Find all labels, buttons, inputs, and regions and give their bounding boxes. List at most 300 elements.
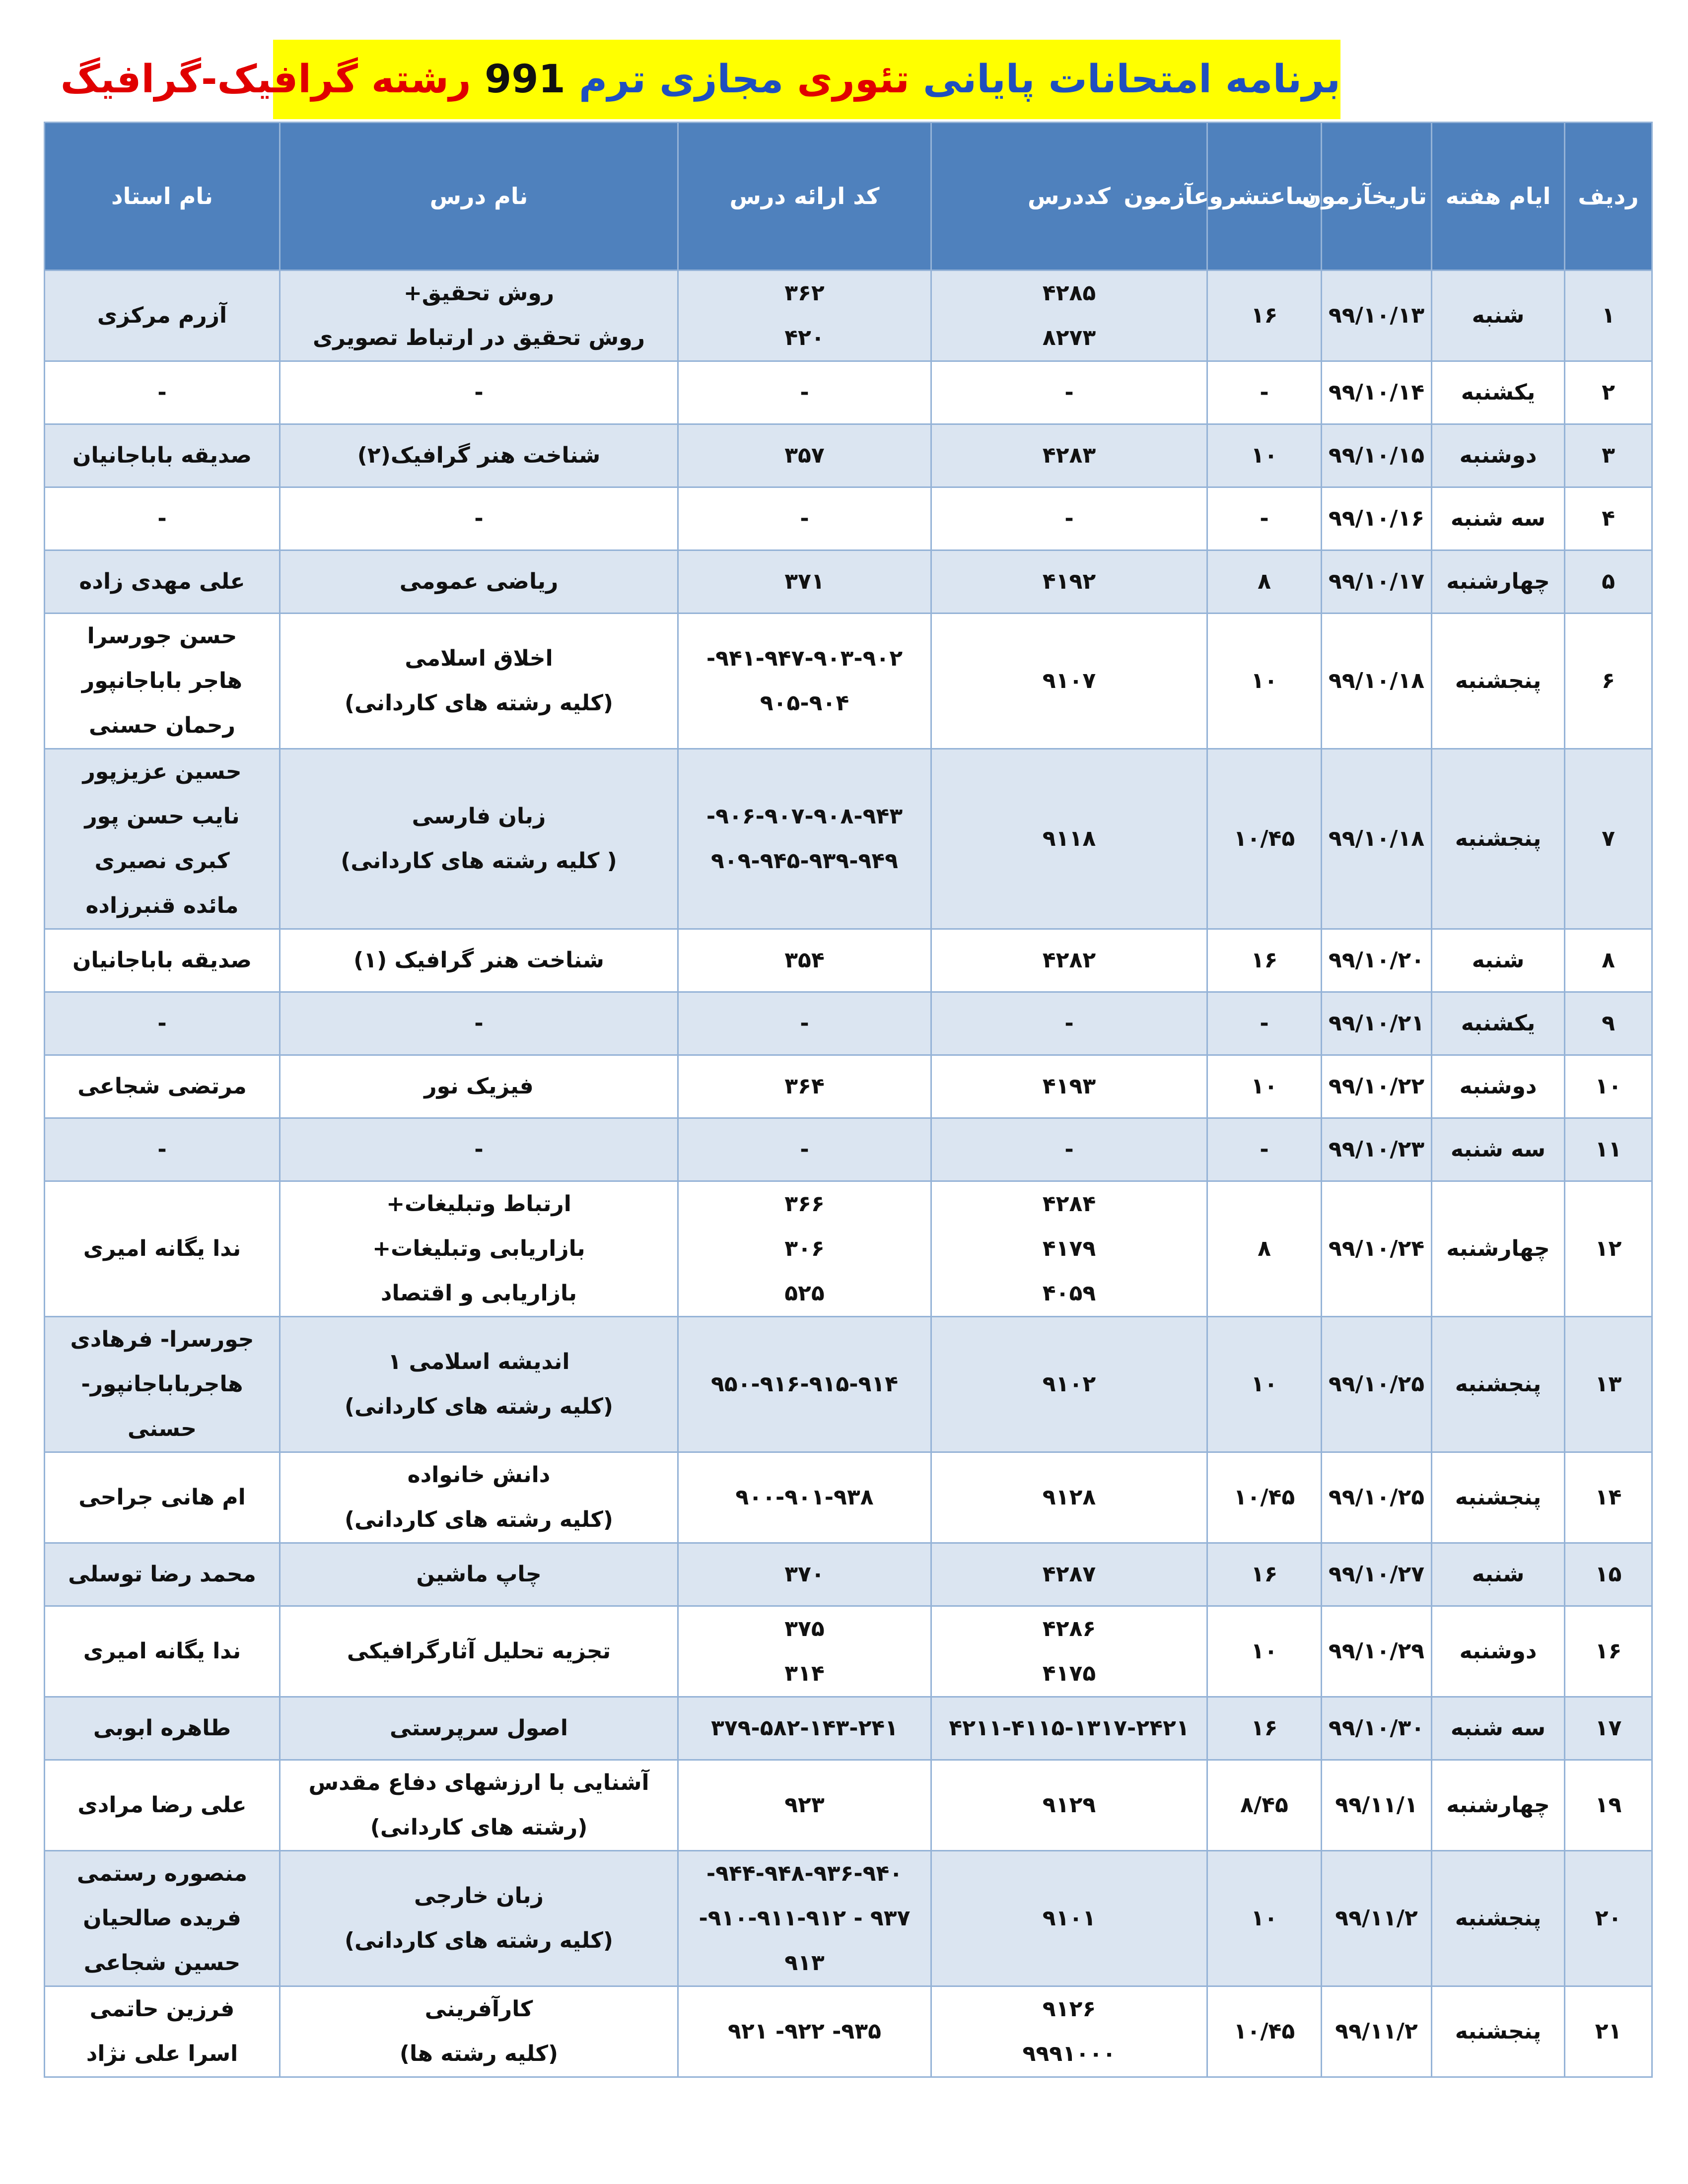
teacher-cell-line: اسرا علی نژاد — [86, 2041, 238, 2066]
course-code-cell — [931, 1697, 1207, 1760]
course-code-cell — [931, 1760, 1207, 1851]
offer-code-cell-line: ۹۳۵- ۹۲۲- ۹۲۱ — [728, 2019, 881, 2044]
day-cell: پنجشنبه — [1432, 749, 1565, 929]
start-time-cell: ۱۰ — [1207, 1606, 1322, 1697]
start-time-cell: - — [1207, 1118, 1322, 1181]
start-time-cell: ۱۰ — [1207, 424, 1322, 487]
course-name-cell-line: زبان فارسی — [412, 804, 546, 829]
offer-code-cell — [678, 1697, 931, 1760]
teacher-cell-line: ام هانی جراحی — [78, 1485, 246, 1510]
course-name-cell — [280, 1760, 678, 1851]
start-time-cell: ۱۰ — [1207, 1317, 1322, 1452]
teacher-cell — [45, 550, 280, 614]
date-cell: ۹۹/۱۰/۲۷ — [1322, 1543, 1432, 1606]
row-number-cell: ۱۹ — [1565, 1760, 1652, 1851]
course-code-cell-line: ۸۲۷۳ — [1042, 325, 1096, 350]
table-row — [45, 550, 1652, 614]
teacher-cell-line: محمد رضا توسلی — [68, 1562, 256, 1587]
offer-code-cell-line: ۳۶۴ — [784, 1074, 825, 1099]
date-cell: ۹۹/۱۰/۱۸ — [1322, 614, 1432, 749]
teacher-cell — [45, 1543, 280, 1606]
course-name-cell — [280, 749, 678, 929]
table-row — [45, 271, 1652, 361]
course-code-cell-line: ۹۱۰۷ — [1042, 668, 1096, 693]
teacher-cell-line: رحمان حسنی — [89, 713, 235, 738]
course-code-cell — [931, 487, 1207, 550]
course-code-cell-line: ۴۰۵۹ — [1042, 1281, 1096, 1306]
date-cell: ۹۹/۱۰/۱۷ — [1322, 550, 1432, 614]
teacher-cell-line: طاهره ابوبی — [93, 1715, 231, 1741]
table-row — [45, 1543, 1652, 1606]
course-name-cell-line: زبان خارجی — [414, 1883, 544, 1909]
teacher-cell-line: هاجر باباجانپور — [81, 668, 243, 693]
day-cell: دوشنبه — [1432, 1606, 1565, 1697]
date-cell: ۹۹/۱۱/۱ — [1322, 1760, 1432, 1851]
offer-code-cell-line: - — [800, 506, 809, 531]
course-name-cell — [280, 614, 678, 749]
offer-code-cell-line: ۳۷۹-۵۸۲-۱۴۳-۲۴۱ — [710, 1715, 899, 1741]
table-row — [45, 1317, 1652, 1452]
start-time-cell: ۱۶ — [1207, 271, 1322, 361]
table-row — [45, 1055, 1652, 1118]
title-part-5: رشته گرافیک — [217, 57, 485, 102]
row-number-cell: ۶ — [1565, 614, 1652, 749]
table-row — [45, 1986, 1652, 2077]
course-name-cell — [280, 1118, 678, 1181]
offer-code-cell-line: ۹۴۴-۹۴۸-۹۳۶-۹۴۰- — [706, 1861, 903, 1886]
teacher-cell — [45, 1317, 280, 1452]
table-row — [45, 1118, 1652, 1181]
offer-code-cell — [678, 271, 931, 361]
offer-code-cell — [678, 749, 931, 929]
teacher-cell-line: حسن جورسرا — [87, 623, 237, 649]
course-code-cell-line: - — [1064, 1011, 1074, 1036]
course-code-cell — [931, 614, 1207, 749]
course-name-cell-line: اندیشه اسلامی ۱ — [388, 1349, 570, 1374]
day-cell: یکشنبه — [1432, 992, 1565, 1055]
offer-code-cell — [678, 1986, 931, 2077]
course-name-cell-line: روش تحقیق+ — [403, 280, 555, 306]
header-course-code: کددرس — [931, 123, 1207, 271]
course-code-cell-line: ۴۲۸۵ — [1042, 280, 1096, 306]
header-day: ایام هفته — [1432, 123, 1565, 271]
table-row — [45, 1181, 1652, 1317]
course-code-cell-line: - — [1064, 380, 1074, 405]
title-part-3: مجازی ترم — [565, 57, 784, 102]
start-time-cell: ۱۰/۴۵ — [1207, 749, 1322, 929]
day-cell: یکشنبه — [1432, 361, 1565, 424]
table-row — [45, 361, 1652, 424]
header-course-name: نام درس — [280, 123, 678, 271]
title-part-1: برنامه امتحانات پایانی — [909, 57, 1340, 102]
start-time-cell: ۱۰ — [1207, 1851, 1322, 1986]
teacher-cell — [45, 424, 280, 487]
offer-code-cell — [678, 424, 931, 487]
offer-code-cell — [678, 1606, 931, 1697]
header-row-number: ردیف — [1565, 123, 1652, 271]
course-name-cell — [280, 929, 678, 992]
day-cell: دوشنبه — [1432, 424, 1565, 487]
table-row — [45, 749, 1652, 929]
date-cell: ۹۹/۱۱/۲ — [1322, 1986, 1432, 2077]
offer-code-cell — [678, 1055, 931, 1118]
start-time-cell: ۸ — [1207, 550, 1322, 614]
day-cell: پنجشنبه — [1432, 614, 1565, 749]
teacher-cell-line: حسین عزیزپور — [82, 759, 242, 784]
date-cell: ۹۹/۱۰/۲۰ — [1322, 929, 1432, 992]
teacher-cell — [45, 361, 280, 424]
course-code-cell — [931, 271, 1207, 361]
course-code-cell — [931, 1606, 1207, 1697]
start-time-cell: ۱۰ — [1207, 1055, 1322, 1118]
offer-code-cell — [678, 361, 931, 424]
offer-code-cell-line: ۹۳۷ - ۹۱۰-۹۱۱-۹۱۲- — [699, 1906, 911, 1931]
day-cell: شنبه — [1432, 271, 1565, 361]
course-name-cell-line: اخلاق اسلامی — [405, 646, 553, 671]
course-code-cell-line: ۴۲۸۴ — [1042, 1191, 1096, 1217]
date-cell: ۹۹/۱۰/۱۸ — [1322, 749, 1432, 929]
table-row — [45, 929, 1652, 992]
title-part-2: تئوری — [783, 57, 910, 102]
table-row — [45, 992, 1652, 1055]
course-code-cell-line: ۴۱۷۹ — [1042, 1236, 1096, 1261]
offer-code-cell — [678, 487, 931, 550]
course-code-cell-line: - — [1064, 506, 1074, 531]
teacher-cell-line: صدیقه باباجانیان — [72, 948, 252, 973]
teacher-cell-line: ندا یگانه امیری — [83, 1236, 241, 1261]
row-number-cell: ۱۷ — [1565, 1697, 1652, 1760]
teacher-cell — [45, 1452, 280, 1543]
course-code-cell — [931, 1452, 1207, 1543]
teacher-cell — [45, 1606, 280, 1697]
teacher-cell — [45, 487, 280, 550]
course-code-cell-line: ۴۲۸۲ — [1042, 948, 1096, 973]
course-code-cell — [931, 550, 1207, 614]
offer-code-cell-line: ۳۱۴ — [784, 1661, 825, 1686]
course-code-cell-line: ۹۱۲۹ — [1042, 1792, 1096, 1818]
table-row — [45, 1851, 1652, 1986]
teacher-cell — [45, 1697, 280, 1760]
offer-code-cell-line: - — [800, 380, 809, 405]
teacher-cell-line: کبری نصیری — [94, 848, 230, 874]
teacher-cell-line: - — [157, 380, 167, 405]
date-cell: ۹۹/۱۰/۱۶ — [1322, 487, 1432, 550]
exam-schedule-table — [44, 122, 1653, 2078]
course-code-cell — [931, 1118, 1207, 1181]
row-number-cell: ۱ — [1565, 271, 1652, 361]
course-name-cell — [280, 1452, 678, 1543]
course-name-cell-line: - — [474, 1137, 484, 1162]
teacher-cell-line: حسنی — [128, 1416, 197, 1441]
course-code-cell — [931, 929, 1207, 992]
date-cell: ۹۹/۱۰/۱۳ — [1322, 271, 1432, 361]
start-time-cell: - — [1207, 487, 1322, 550]
course-name-cell-line: - — [474, 380, 484, 405]
day-cell: شنبه — [1432, 1543, 1565, 1606]
teacher-cell — [45, 1055, 280, 1118]
table-row — [45, 614, 1652, 749]
course-name-cell — [280, 1606, 678, 1697]
date-cell: ۹۹/۱۱/۲ — [1322, 1851, 1432, 1986]
teacher-cell-line: ندا یگانه امیری — [83, 1638, 241, 1664]
course-name-cell — [280, 361, 678, 424]
course-code-cell-line: ۹۱۱۸ — [1042, 826, 1096, 851]
row-number-cell: ۳ — [1565, 424, 1652, 487]
day-cell: سه شنبه — [1432, 1697, 1565, 1760]
teacher-cell-line: آزرم مرکزی — [97, 303, 227, 328]
date-cell: ۹۹/۱۰/۲۵ — [1322, 1452, 1432, 1543]
offer-code-cell — [678, 1543, 931, 1606]
table-row — [45, 1606, 1652, 1697]
course-code-cell-line: ۴۲۱۱-۴۱۱۵-۱۳۱۷-۲۴۲۱ — [949, 1715, 1190, 1741]
offer-code-cell-line: ۳۶۶ — [784, 1191, 825, 1217]
day-cell: چهارشنبه — [1432, 550, 1565, 614]
offer-code-cell-line: ۳۰۶ — [784, 1236, 825, 1261]
date-cell: ۹۹/۱۰/۲۴ — [1322, 1181, 1432, 1317]
offer-code-cell-line: ۹۰۵-۹۰۴ — [760, 690, 849, 716]
offer-code-cell-line: - — [800, 1011, 809, 1036]
table-row — [45, 1697, 1652, 1760]
row-number-cell: ۲۱ — [1565, 1986, 1652, 2077]
day-cell: پنجشنبه — [1432, 1851, 1565, 1986]
course-name-cell — [280, 992, 678, 1055]
row-number-cell: ۱۵ — [1565, 1543, 1652, 1606]
header-offer-code: کد ارائه درس — [678, 123, 931, 271]
table-row — [45, 1760, 1652, 1851]
offer-code-cell-line: ۹۵۰-۹۱۶-۹۱۵-۹۱۴ — [710, 1371, 899, 1397]
day-cell: چهارشنبه — [1432, 1760, 1565, 1851]
teacher-cell — [45, 1181, 280, 1317]
course-name-cell — [280, 1317, 678, 1452]
start-time-cell: - — [1207, 992, 1322, 1055]
course-name-cell-line: کارآفرینی — [424, 1996, 533, 2022]
course-code-cell-line: ۴۲۸۳ — [1042, 443, 1096, 468]
header-row — [45, 123, 1652, 271]
course-code-cell — [931, 1055, 1207, 1118]
teacher-cell-line: جورسرا- فرهادی — [70, 1327, 254, 1352]
course-name-cell-line: (کلیه رشته های کاردانی) — [344, 690, 614, 716]
table-row — [45, 1452, 1652, 1543]
start-time-cell: ۱۶ — [1207, 929, 1322, 992]
course-name-cell-line: فیزیک نور — [424, 1074, 534, 1099]
start-time-cell: ۱۰ — [1207, 614, 1322, 749]
teacher-cell — [45, 1986, 280, 2077]
date-cell: ۹۹/۱۰/۲۲ — [1322, 1055, 1432, 1118]
course-code-cell-line: ۴۲۸۶ — [1042, 1616, 1096, 1641]
teacher-cell-line: - — [157, 1011, 167, 1036]
offer-code-cell-line: ۳۶۲ — [784, 280, 825, 306]
table-row — [45, 487, 1652, 550]
table-row — [45, 424, 1652, 487]
offer-code-cell-line: ۵۲۵ — [784, 1281, 825, 1306]
course-name-cell-line: ارتباط وتبلیغات+ — [386, 1191, 571, 1217]
teacher-cell-line: - — [157, 1137, 167, 1162]
teacher-cell-line: منصوره رستمی — [76, 1861, 248, 1886]
course-name-cell — [280, 271, 678, 361]
course-name-cell-line: - — [474, 506, 484, 531]
date-cell: ۹۹/۱۰/۲۱ — [1322, 992, 1432, 1055]
offer-code-cell — [678, 929, 931, 992]
course-code-cell-line: ۴۲۸۷ — [1042, 1562, 1096, 1587]
day-cell: پنجشنبه — [1432, 1452, 1565, 1543]
course-code-cell — [931, 749, 1207, 929]
day-cell: پنجشنبه — [1432, 1986, 1565, 2077]
offer-code-cell-line: ۳۷۰ — [784, 1562, 825, 1587]
title-banner — [60, 40, 1340, 119]
start-time-cell: ۸/۴۵ — [1207, 1760, 1322, 1851]
teacher-cell — [45, 749, 280, 929]
course-name-cell-line: ریاضی عمومی — [399, 569, 559, 594]
course-name-cell-line: (کلیه رشته های کاردانی) — [344, 1394, 614, 1419]
course-name-cell-line: (کلیه رشته های کاردانی) — [344, 1507, 614, 1532]
date-cell: ۹۹/۱۰/۱۴ — [1322, 361, 1432, 424]
header-date: تاریخآزمون — [1322, 123, 1432, 271]
course-name-cell-line: شناخت هنر گرافیک(۲) — [357, 443, 601, 468]
offer-code-cell-line: ۹۰۹-۹۴۵-۹۳۹-۹۴۹ — [710, 848, 899, 874]
course-name-cell — [280, 1851, 678, 1986]
course-code-cell — [931, 992, 1207, 1055]
course-name-cell-line: (کلیه رشته های کاردانی) — [344, 1928, 614, 1953]
teacher-cell — [45, 992, 280, 1055]
start-time-cell: - — [1207, 361, 1322, 424]
course-code-cell — [931, 424, 1207, 487]
date-cell: ۹۹/۱۰/۳۰ — [1322, 1697, 1432, 1760]
teacher-cell-line: حسین شجاعی — [83, 1950, 241, 1976]
teacher-cell — [45, 1851, 280, 1986]
title-part-6: -گرافیگ — [60, 57, 217, 102]
course-name-cell — [280, 1181, 678, 1317]
course-code-cell — [931, 1181, 1207, 1317]
course-name-cell-line: بازاریابی وتبلیغات+ — [372, 1236, 585, 1261]
day-cell: دوشنبه — [1432, 1055, 1565, 1118]
offer-code-cell — [678, 1317, 931, 1452]
course-code-cell-line: ۹۱۲۶ — [1042, 1996, 1096, 2022]
course-code-cell — [931, 1851, 1207, 1986]
date-cell: ۹۹/۱۰/۲۵ — [1322, 1317, 1432, 1452]
offer-code-cell-line: ۳۵۴ — [784, 948, 825, 973]
course-code-cell — [931, 1986, 1207, 2077]
course-name-cell-line: دانش خانواده — [407, 1462, 551, 1488]
teacher-cell — [45, 271, 280, 361]
row-number-cell: ۱۲ — [1565, 1181, 1652, 1317]
offer-code-cell-line: ۹۱۳ — [784, 1950, 825, 1976]
start-time-cell: ۱۶ — [1207, 1697, 1322, 1760]
course-name-cell — [280, 1697, 678, 1760]
course-code-cell-line: ۹۱۰۲ — [1042, 1371, 1096, 1397]
course-code-cell-line: ۹۱۰۱ — [1042, 1906, 1096, 1931]
offer-code-cell — [678, 550, 931, 614]
page-title — [60, 40, 1340, 119]
course-name-cell-line: بازاریابی و اقتصاد — [380, 1281, 577, 1306]
title-term: 991 — [484, 57, 565, 102]
course-name-cell-line: (رشته های کاردانی) — [370, 1815, 588, 1840]
teacher-cell-line: صدیقه باباجانیان — [72, 443, 252, 468]
teacher-cell-line: - — [157, 506, 167, 531]
course-name-cell — [280, 1543, 678, 1606]
teacher-cell-line: علی رضا مرادی — [77, 1792, 247, 1818]
offer-code-cell-line: ۹۰۶-۹۰۷-۹۰۸-۹۴۳- — [706, 804, 903, 829]
teacher-cell-line: فرزین حاتمی — [89, 1996, 235, 2022]
day-cell: چهارشنبه — [1432, 1181, 1565, 1317]
offer-code-cell-line: ۳۷۵ — [784, 1616, 825, 1641]
course-name-cell-line: آشنایی با ارزشهای دفاع مقدس — [308, 1770, 649, 1795]
row-number-cell: ۱۳ — [1565, 1317, 1652, 1452]
teacher-cell-line: مائده قنبرزاده — [85, 893, 239, 918]
teacher-cell — [45, 614, 280, 749]
day-cell: سه شنبه — [1432, 487, 1565, 550]
teacher-cell — [45, 1118, 280, 1181]
offer-code-cell-line: ۳۷۱ — [784, 569, 825, 594]
offer-code-cell — [678, 1851, 931, 1986]
row-number-cell: ۲۰ — [1565, 1851, 1652, 1986]
course-name-cell — [280, 1986, 678, 2077]
offer-code-cell-line: ۹۲۳ — [784, 1792, 825, 1818]
offer-code-cell-line: ۹۴۱-۹۴۷-۹۰۳-۹۰۲- — [706, 646, 903, 671]
course-code-cell-line: - — [1064, 1137, 1074, 1162]
teacher-cell-line: علی مهدی زاده — [79, 569, 245, 594]
course-name-cell — [280, 487, 678, 550]
row-number-cell: ۲ — [1565, 361, 1652, 424]
date-cell: ۹۹/۱۰/۲۹ — [1322, 1606, 1432, 1697]
offer-code-cell — [678, 992, 931, 1055]
row-number-cell: ۸ — [1565, 929, 1652, 992]
course-name-cell — [280, 550, 678, 614]
row-number-cell: ۵ — [1565, 550, 1652, 614]
offer-code-cell-line: ۹۰۰-۹۰۱-۹۳۸ — [735, 1485, 874, 1510]
row-number-cell: ۴ — [1565, 487, 1652, 550]
course-name-cell-line: شناخت هنر گرافیک (۱) — [353, 948, 604, 973]
offer-code-cell-line: ۳۵۷ — [784, 443, 825, 468]
start-time-cell: ۱۶ — [1207, 1543, 1322, 1606]
offer-code-cell — [678, 1118, 931, 1181]
course-code-cell-line: ۹۹۹۱۰۰۰ — [1022, 2041, 1116, 2066]
teacher-cell — [45, 929, 280, 992]
offer-code-cell — [678, 1181, 931, 1317]
course-code-cell — [931, 361, 1207, 424]
offer-code-cell-line: - — [800, 1137, 809, 1162]
row-number-cell: ۱۴ — [1565, 1452, 1652, 1543]
teacher-cell — [45, 1760, 280, 1851]
course-code-cell-line: ۴۱۷۵ — [1042, 1661, 1096, 1686]
course-name-cell-line: اصول سرپرستی — [390, 1715, 568, 1741]
course-code-cell — [931, 1543, 1207, 1606]
course-name-cell-line: (کلیه رشته ها) — [399, 2041, 559, 2066]
course-name-cell — [280, 1055, 678, 1118]
teacher-cell-line: فریده صالحیان — [83, 1906, 241, 1931]
course-code-cell — [931, 1317, 1207, 1452]
row-number-cell: ۹ — [1565, 992, 1652, 1055]
course-name-cell-line: روش تحقیق در ارتباط تصویری — [313, 325, 645, 350]
offer-code-cell — [678, 614, 931, 749]
offer-code-cell-line: ۴۲۰ — [784, 325, 825, 350]
start-time-cell: ۱۰/۴۵ — [1207, 1986, 1322, 2077]
course-code-cell-line: ۴۱۹۳ — [1042, 1074, 1096, 1099]
course-code-cell-line: ۴۱۹۲ — [1042, 569, 1096, 594]
start-time-cell: ۸ — [1207, 1181, 1322, 1317]
teacher-cell-line: مرتضی شجاعی — [77, 1074, 247, 1099]
header-teacher: نام استاد — [45, 123, 280, 271]
course-name-cell-line: ( کلیه رشته های کاردانی) — [341, 848, 617, 874]
date-cell: ۹۹/۱۰/۱۵ — [1322, 424, 1432, 487]
start-time-cell: ۱۰/۴۵ — [1207, 1452, 1322, 1543]
course-name-cell — [280, 424, 678, 487]
date-cell: ۹۹/۱۰/۲۳ — [1322, 1118, 1432, 1181]
day-cell: سه شنبه — [1432, 1118, 1565, 1181]
row-number-cell: ۱۱ — [1565, 1118, 1652, 1181]
course-name-cell-line: چاپ ماشین — [416, 1562, 542, 1587]
row-number-cell: ۷ — [1565, 749, 1652, 929]
schedule-body — [45, 271, 1652, 2077]
